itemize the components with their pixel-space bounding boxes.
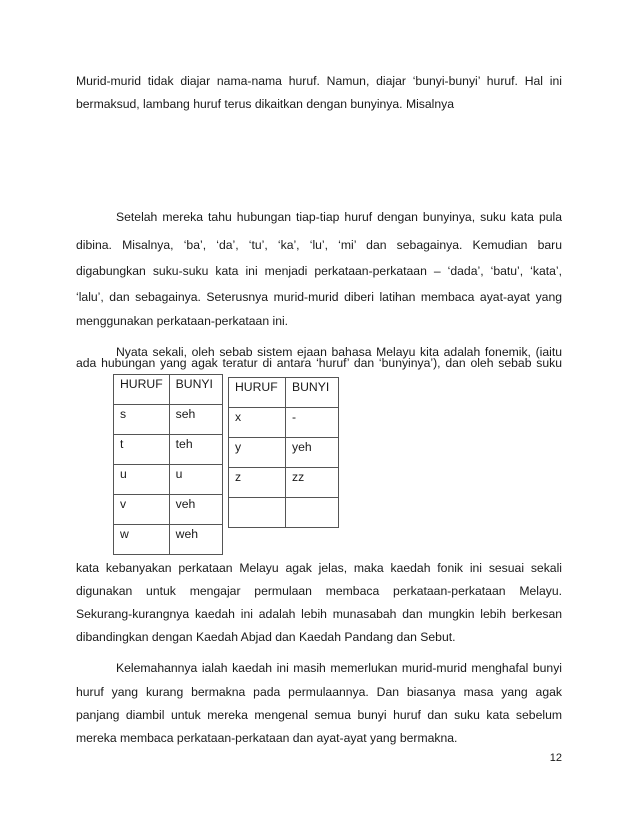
table-header-cell: BUNYI xyxy=(286,378,339,408)
table-cell: teh xyxy=(169,435,222,465)
table-cell: t xyxy=(114,435,170,465)
table-cell: x xyxy=(229,408,286,438)
table-header-cell: BUNYI xyxy=(169,375,222,405)
paragraph-3-line-1: Nyata sekali, oleh sebab sistem ejaan bahasa Melayu kita adalah fonemik, (iaitu xyxy=(116,345,562,359)
table-header-row xyxy=(114,375,223,405)
paragraph-4-line-1: Kelemahannya ialah kaedah ini masih memerlukan murid-murid menghafal bunyi xyxy=(116,661,562,675)
table-cell: s xyxy=(114,405,170,435)
table-header-cell: HURUF xyxy=(229,378,286,408)
table-cell: u xyxy=(169,465,222,495)
paragraph-2-line-5: menggunakan perkataan-perkataan ini. xyxy=(76,314,289,328)
paragraph-3-line-4: digunakan untuk mengajar permulaan membaca perkataan-perkataan Melayu. xyxy=(76,584,562,598)
table-cell xyxy=(229,498,286,528)
paragraph-2-line-1: Setelah mereka tahu hubungan tiap-tiap huruf dengan bunyinya, suku kata pula xyxy=(116,210,562,224)
paragraph-3-line-6: dibandingkan dengan Kaedah Abjad dan Kaedah Pandang dan Sebut. xyxy=(76,630,456,644)
paragraph-1-line-2: bermaksud, lambang huruf terus dikaitkan dengan bunyinya. Misalnya xyxy=(76,97,455,111)
table-row xyxy=(114,465,223,495)
table-cell: y xyxy=(229,438,286,468)
table-row xyxy=(114,495,223,525)
letter-sound-table-right xyxy=(228,377,339,528)
table-cell: veh xyxy=(169,495,222,525)
table-cell: zz xyxy=(286,468,339,498)
table-cell xyxy=(286,498,339,528)
table-cell: yeh xyxy=(286,438,339,468)
table-cell: seh xyxy=(169,405,222,435)
table-row xyxy=(229,498,339,528)
paragraph-3-line-3: kata kebanyakan perkataan Melayu agak jelas, maka kaedah fonik ini sesuai sekali xyxy=(76,561,562,575)
table-row xyxy=(229,438,339,468)
paragraph-4-line-3: panjang diambil untuk mereka mengenal semua bunyi huruf dan suku kata sebelum xyxy=(76,708,562,722)
table-cell: weh xyxy=(169,525,222,555)
table-row xyxy=(114,435,223,465)
paragraph-3-line-5: Sekurang-kurangnya kaedah ini adalah lebih munasabah dan mungkin lebih berkesan xyxy=(76,607,562,621)
paragraph-3-line-2: ada hubungan yang agak teratur di antara ‘huruf’ dan ‘bunyinya’), dan oleh sebab suku xyxy=(76,356,562,370)
paragraph-1-line-1: Murid-murid tidak diajar nama-nama huruf. Namun, diajar ‘bunyi-bunyi’ huruf. Hal ini xyxy=(76,74,562,88)
table-header-row xyxy=(229,378,339,408)
table-row xyxy=(229,408,339,438)
paragraph-2-line-4: ‘lalu’, dan sebagainya. Seterusnya murid-murid diberi latihan membaca ayat-ayat yang xyxy=(76,290,562,304)
table-cell: v xyxy=(114,495,170,525)
table-cell: u xyxy=(114,465,170,495)
paragraph-2-line-3: digabungkan suku-suku kata ini menjadi perkataan-perkataan – ‘dada’, ‘batu’, ‘kata’, xyxy=(76,264,562,278)
table-row xyxy=(114,405,223,435)
paragraph-4-line-4: mereka membaca perkataan-perkataan dan ayat-ayat yang bermakna. xyxy=(76,731,458,745)
table-row xyxy=(229,468,339,498)
table-row xyxy=(114,525,223,555)
page-number: 12 xyxy=(549,752,562,764)
paragraph-2-line-2: dibina. Misalnya, ‘ba’, ‘da’, ‘tu’, ‘ka’, ‘lu’, ‘mi’ dan sebagainya. Kemudian baru xyxy=(76,238,562,252)
letter-sound-table-left xyxy=(113,374,223,555)
table-cell: - xyxy=(286,408,339,438)
paragraph-4-line-2: huruf yang kurang bermakna pada permulaannya. Dan biasanya masa yang agak xyxy=(76,685,562,699)
table-header-cell: HURUF xyxy=(114,375,170,405)
table-cell: z xyxy=(229,468,286,498)
table-cell: w xyxy=(114,525,170,555)
